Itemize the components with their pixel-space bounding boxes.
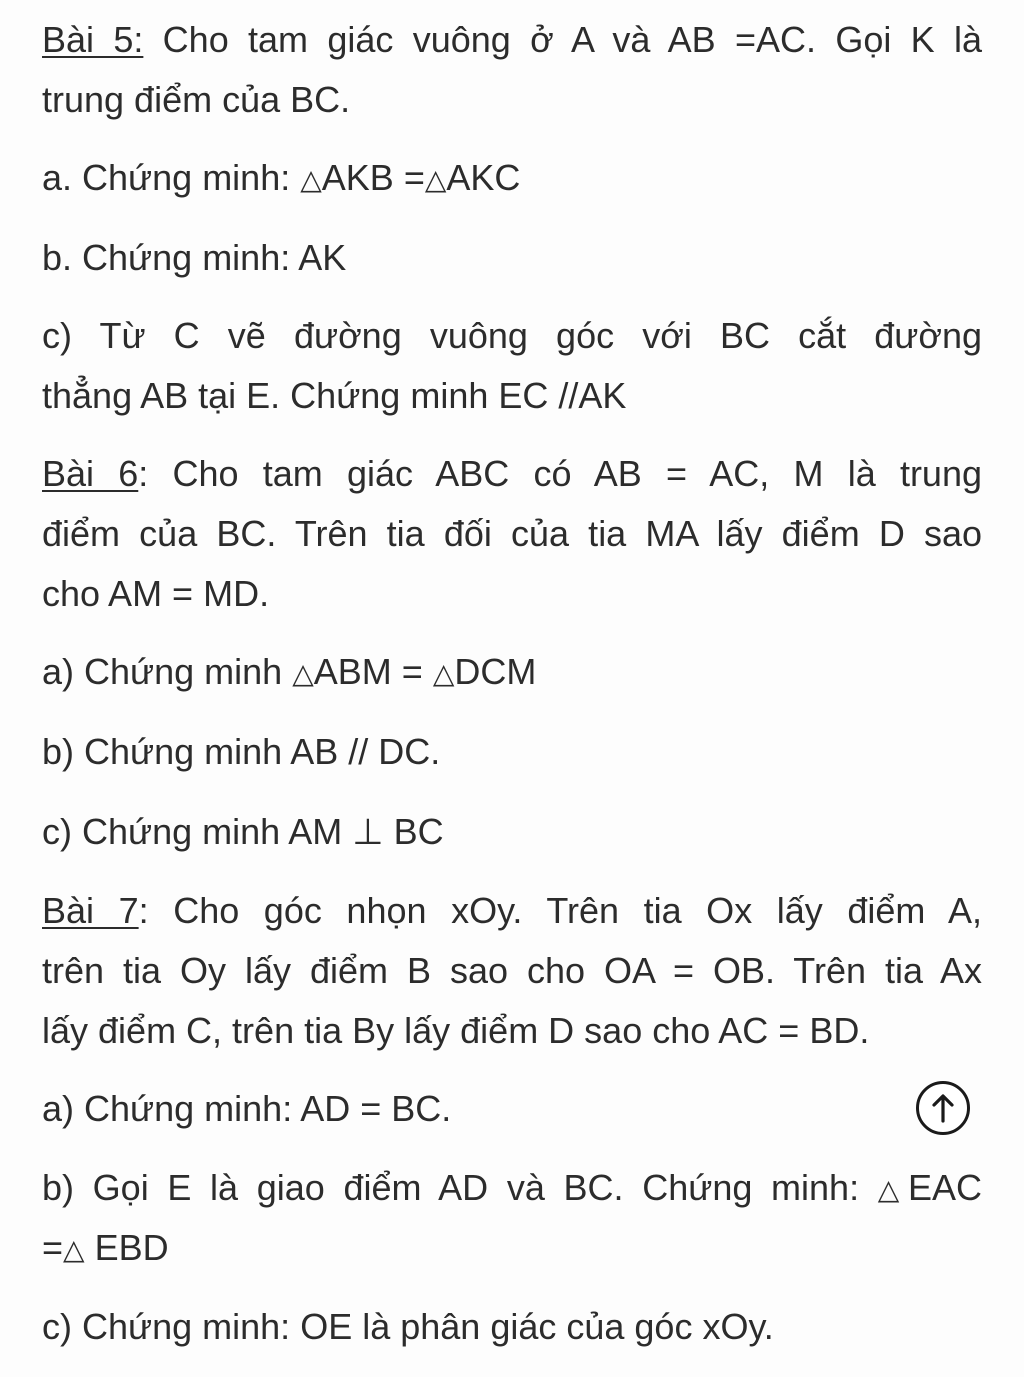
bai6-intro-text: : Cho tam giác ABC có AB = AC, M là trung bbox=[138, 453, 982, 494]
bai5-part-c-line1: c) Từ C vẽ đường vuông góc với BC cắt đường bbox=[42, 315, 982, 356]
bai6-intro-line2: điểm của BC. Trên tia đối của tia MA lấy điểm D sao bbox=[42, 513, 982, 554]
bai7-part-b-line1 bbox=[42, 1166, 982, 1212]
bai5-intro-line1 bbox=[42, 18, 982, 62]
bai6-part-a-prefix: a) Chứng minh bbox=[42, 651, 293, 692]
bai5-part-b: b. Chứng minh: AK bbox=[42, 237, 347, 278]
bai7-part-b-line2-end: EBD bbox=[84, 1227, 169, 1268]
bai7-heading: Bài 7 bbox=[42, 890, 139, 931]
bai6-intro-line1 bbox=[42, 452, 982, 496]
bai7-intro-line1 bbox=[42, 889, 982, 933]
triangle-symbol: △ bbox=[300, 164, 322, 195]
bai6-part-b: b) Chứng minh AB // DC. bbox=[42, 731, 441, 772]
bai7-intro-line3: lấy điểm C, trên tia By lấy điểm D sao cho AC = BD. bbox=[42, 1010, 870, 1051]
triangle-symbol: △ bbox=[292, 658, 314, 689]
bai6-heading: Bài 6 bbox=[42, 453, 139, 494]
bai7-part-b-prefix: b) Gọi E là giao điểm AD và BC. Chứng minh: bbox=[42, 1167, 878, 1208]
bai6-part-c: c) Chứng minh AM ⊥ BC bbox=[42, 811, 444, 852]
triangle-symbol: △ bbox=[424, 164, 447, 195]
bai7-part-b-line2 bbox=[42, 1226, 982, 1272]
bai7-part-a: a) Chứng minh: AD = BC. bbox=[42, 1088, 452, 1129]
bai5-intro-text: Cho tam giác vuông ở A và AB =AC. Gọi K là bbox=[143, 19, 983, 60]
bai5-intro-line2: trung điểm của BC. bbox=[42, 79, 351, 120]
bai6-part-a-mid: ABM = bbox=[313, 651, 433, 692]
bai5-part-a bbox=[42, 156, 982, 202]
bai6-intro-line3: cho AM = MD. bbox=[42, 573, 270, 614]
bai5-heading: Bài 5: bbox=[42, 19, 144, 60]
bai5-part-a-mid: AKB = bbox=[321, 157, 425, 198]
bai5-part-a-end: AKC bbox=[446, 157, 521, 198]
bai6-part-a bbox=[42, 650, 982, 696]
bai7-part-c: c) Chứng minh: OE là phân giác của góc xOy. bbox=[42, 1306, 774, 1347]
arrow-up-circle-icon bbox=[930, 1092, 956, 1124]
triangle-symbol: △ bbox=[432, 658, 455, 689]
bai7-intro-text: : Cho góc nhọn xOy. Trên tia Ox lấy điểm A, bbox=[138, 890, 982, 931]
bai5-part-c-line2: thẳng AB tại E. Chứng minh EC //AK bbox=[42, 375, 627, 416]
bai7-intro-line2: trên tia Oy lấy điểm B sao cho OA = OB. Trên tia Ax bbox=[42, 950, 982, 991]
bai5-part-a-prefix: a. Chứng minh: bbox=[42, 157, 301, 198]
bai7-part-b-line2-prefix: = bbox=[42, 1227, 64, 1268]
triangle-symbol: △ bbox=[877, 1174, 908, 1205]
triangle-symbol: △ bbox=[63, 1234, 85, 1265]
bai7-part-b-end: EAC bbox=[907, 1167, 982, 1208]
scroll-to-top-button[interactable] bbox=[916, 1081, 970, 1135]
bai6-part-a-end: DCM bbox=[454, 651, 537, 692]
